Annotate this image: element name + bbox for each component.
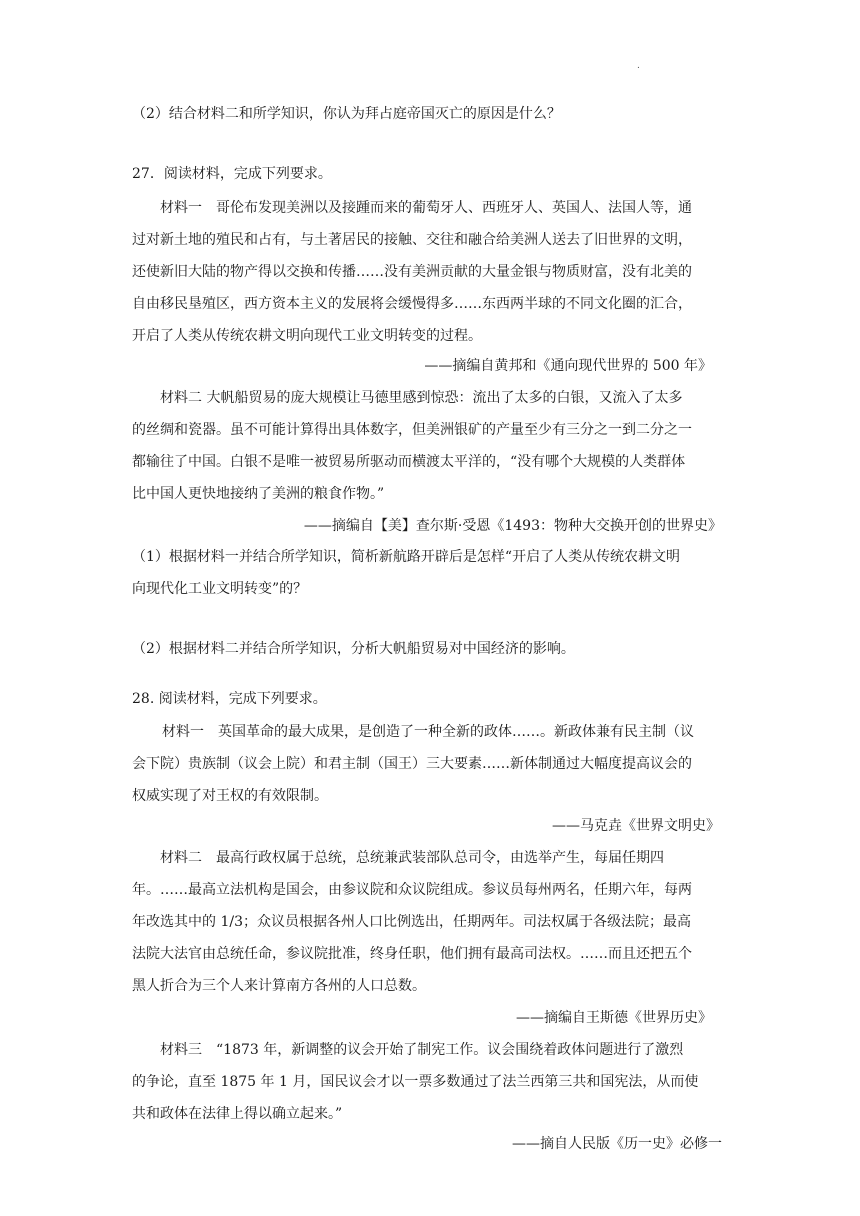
q28-material2-line: 黑人折合为三个人来计算南方各州的人口总数。 [132,978,426,994]
q27-material1-line: 还使新旧大陆的物产得以交换和传播……没有美洲贡献的大量金银与物质财富，没有北美的 [132,264,692,280]
q27-material2-source: ——摘编自【美】查尔斯·受恩《1493：物种大交换开创的世界史》 [303,518,722,534]
q28-material2-line: 年。……最高立法机构是国会，由参议院和众议院组成。参议员每州两名，任期六年，每两 [132,882,692,898]
q28-material1-line: 权威实现了对王权的有效限制。 [132,788,328,804]
q27-material1-line: 过对新土地的殖民和占有，与土著居民的接触、交往和融合给美洲人送去了旧世界的文明， [132,232,692,248]
q28-material1-line: 会下院）贵族制（议会上院）和君主制（国王）三大要素……新体制通过大幅度提高议会的 [132,756,692,772]
q28-material1-line: 材料一 英国革命的最大成果，是创造了一种全新的政体……。新政体兼有民主制（议 [162,724,694,740]
q28-heading: 28. 阅读材料，完成下列要求。 [132,691,327,707]
q27-material1-line: 材料一 哥伦布发现美洲以及接踵而来的葡萄牙人、西班牙人、英国人、法国人等，通 [160,200,692,216]
q28-material2-source: ——摘编自王斯德《世界历史》 [516,1010,712,1026]
q28-material2-line: 材料二 最高行政权属于总统，总统兼武装部队总司令，由选举产生，每届任期四 [160,850,664,866]
q28-material2-line: 年改选其中的 1/3；众议员根据各州人口比例选出，任期两年。司法权属于各级法院；最高 [132,914,691,930]
q27-material1-line: 开启了人类从传统农耕文明向现代工业文明转变的过程。 [132,328,482,344]
q26-sub2: （2）结合材料二和所学知识，你认为拜占庭帝国灭亡的原因是什么？ [132,106,561,122]
q27-material1-source: ——摘编自黄邦和《通向现代世界的 500 年》 [424,358,712,374]
q27-material2-line: 比中国人更快地接纳了美洲的粮食作物。” [132,486,385,502]
q27-sub1-line: 向现代化工业文明转变”的？ [132,581,308,597]
q28-material3-line: 材料三 “1873 年，新调整的议会开始了制宪工作。议会围绕着政体问题进行了激烈 [160,1042,684,1058]
q28-material2-line: 法院大法官由总统任命，参议院批准，终身任职，他们拥有最高司法权。……而且还把五个 [132,946,692,962]
q27-heading: 27．阅读材料，完成下列要求。 [132,166,332,182]
q27-sub1-line: （1）根据材料一并结合所学知识，简析新航路开辟后是怎样“开启了人类从传统农耕文明 [132,549,681,565]
q28-material3-line: 的争论，直至 1875 年 1 月，国民议会才以一票多数通过了法兰西第三共和国宪法，从而使 [132,1074,699,1090]
q28-material3-source: ——摘自人民版《历一史》必修一 [512,1136,722,1152]
q27-sub2: （2）根据材料二并结合所学知识，分析大帆船贸易对中国经济的影响。 [132,641,575,657]
corner-mark: . [637,61,640,71]
q27-material2-line: 都输往了中国。白银不是唯一被贸易所驱动而横渡太平洋的，“没有哪个大规模的人类群体 [132,454,686,470]
q28-material1-source: ——马克垚《世界文明史》 [552,818,720,834]
q27-material1-line: 自由移民垦殖区，西方资本主义的发展将会缓慢得多……东西两半球的不同文化圈的汇合， [132,296,692,312]
q27-material2-line: 材料二 大帆船贸易的庞大规模让马德里感到惊恐：流出了太多的白银，又流入了太多 [160,390,683,406]
q28-material3-line: 共和政体在法律上得以确立起来。” [132,1106,343,1122]
q27-material2-line: 的丝绸和瓷器。虽不可能计算得出具体数字，但美洲银矿的产量至少有三分之一到二分之一 [132,422,692,438]
